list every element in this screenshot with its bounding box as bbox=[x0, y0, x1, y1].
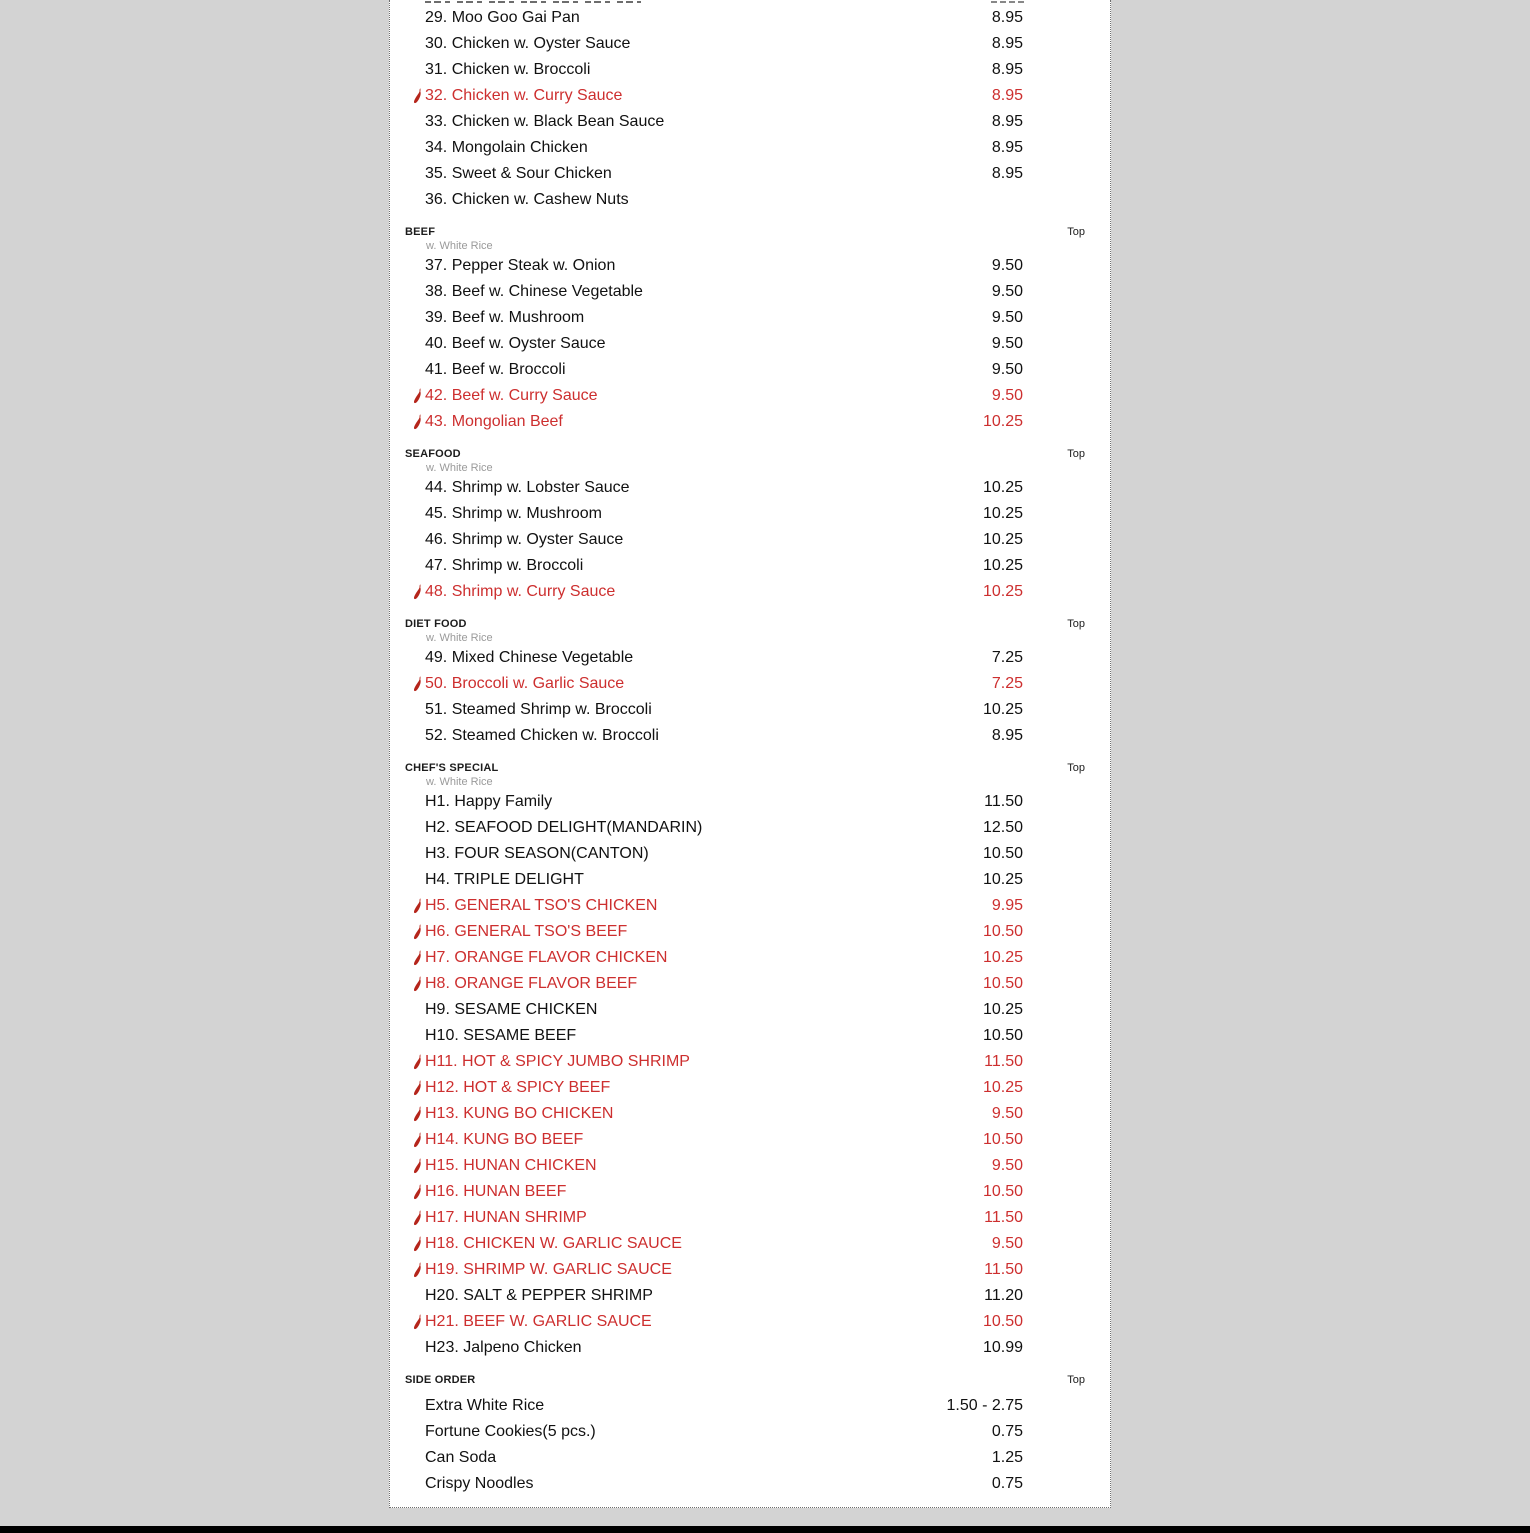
menu-item-row bbox=[390, 5, 1110, 31]
icon-spacer bbox=[390, 501, 425, 527]
menu-item-row bbox=[390, 331, 1110, 357]
chili-pepper-icon bbox=[390, 893, 425, 919]
back-to-top-link[interactable]: Top bbox=[1067, 1374, 1085, 1386]
menu-item-row bbox=[390, 815, 1110, 841]
back-to-top-link[interactable]: Top bbox=[1067, 762, 1085, 774]
menu-item-row bbox=[390, 1075, 1110, 1101]
menu-item-price: 10.25 bbox=[982, 479, 1023, 496]
menu-item-name: H4. TRIPLE DELIGHT bbox=[425, 871, 584, 888]
menu-item-row bbox=[390, 1335, 1110, 1361]
menu-section bbox=[390, 225, 1110, 435]
menu-item-row bbox=[390, 31, 1110, 57]
menu-item-price: 9.50 bbox=[991, 1235, 1023, 1252]
menu-item-price: 10.50 bbox=[982, 1183, 1023, 1200]
menu-item-row bbox=[390, 945, 1110, 971]
chili-pepper-icon bbox=[413, 976, 422, 993]
icon-spacer bbox=[390, 841, 425, 867]
section-header bbox=[390, 225, 1110, 239]
icon-spacer bbox=[390, 645, 425, 671]
chili-pepper-icon bbox=[390, 1153, 425, 1179]
menu-item-name: H6. GENERAL TSO'S BEEF bbox=[425, 923, 628, 940]
menu-panel bbox=[389, 0, 1111, 1508]
menu-section bbox=[390, 617, 1110, 749]
menu-item-price: 11.50 bbox=[984, 1261, 1023, 1278]
menu-item-name: H3. FOUR SEASON(CANTON) bbox=[425, 845, 649, 862]
menu-item-price: 7.25 bbox=[991, 675, 1023, 692]
icon-spacer bbox=[390, 331, 425, 357]
menu-item-price: 10.25 bbox=[982, 557, 1023, 574]
menu-item-row bbox=[390, 579, 1110, 605]
menu-item-list bbox=[390, 789, 1110, 1361]
icon-spacer bbox=[390, 697, 425, 723]
icon-spacer bbox=[390, 109, 425, 135]
chili-pepper-icon bbox=[390, 671, 425, 697]
menu-item-price: 10.25 bbox=[982, 531, 1023, 548]
menu-item-price: 10.50 bbox=[982, 1131, 1023, 1148]
menu-item-row bbox=[390, 305, 1110, 331]
section-title: DIET FOOD bbox=[405, 618, 467, 630]
section-title: BEEF bbox=[405, 226, 436, 238]
menu-section bbox=[390, 1373, 1110, 1497]
chili-pepper-icon bbox=[390, 919, 425, 945]
back-to-top-link[interactable]: Top bbox=[1067, 448, 1085, 460]
icon-spacer bbox=[390, 253, 425, 279]
menu-item-price: 1.50 - 2.75 bbox=[946, 1397, 1023, 1414]
menu-item-name: 30. Chicken w. Oyster Sauce bbox=[425, 35, 631, 52]
menu-item-price: 12.50 bbox=[982, 819, 1023, 836]
menu-item-price: 11.50 bbox=[984, 1209, 1023, 1226]
menu-item-name: H13. KUNG BO CHICKEN bbox=[425, 1105, 614, 1122]
section-header bbox=[390, 761, 1110, 775]
menu-item-name: H11. HOT & SPICY JUMBO SHRIMP bbox=[425, 1053, 690, 1070]
chili-pepper-icon bbox=[413, 676, 422, 693]
menu-section bbox=[390, 447, 1110, 605]
menu-item-row bbox=[390, 1205, 1110, 1231]
menu-item-row bbox=[390, 501, 1110, 527]
menu-item-row bbox=[390, 553, 1110, 579]
menu-item-price: 8.95 bbox=[991, 727, 1023, 744]
menu-item-row bbox=[390, 919, 1110, 945]
chili-pepper-icon bbox=[413, 584, 422, 601]
menu-item-price: 8.95 bbox=[991, 35, 1023, 52]
section-subtitle: w. White Rice bbox=[426, 462, 493, 474]
chili-pepper-icon bbox=[390, 1179, 425, 1205]
chili-pepper-icon bbox=[413, 1080, 422, 1097]
menu-item-row bbox=[390, 1393, 1110, 1419]
menu-item-name: H7. ORANGE FLAVOR CHICKEN bbox=[425, 949, 668, 966]
icon-spacer bbox=[390, 475, 425, 501]
menu-item-name: H20. SALT & PEPPER SHRIMP bbox=[425, 1287, 653, 1304]
chili-pepper-icon bbox=[390, 971, 425, 997]
menu-item-price: 8.95 bbox=[991, 61, 1023, 78]
chili-pepper-icon bbox=[390, 1075, 425, 1101]
back-to-top-link[interactable]: Top bbox=[1067, 226, 1085, 238]
menu-item-name: 48. Shrimp w. Curry Sauce bbox=[425, 583, 616, 600]
menu-item-row bbox=[390, 1023, 1110, 1049]
menu-item-price: 11.20 bbox=[984, 1287, 1023, 1304]
menu-item-row bbox=[390, 109, 1110, 135]
chili-pepper-icon bbox=[413, 1132, 422, 1149]
menu-item-name: H21. BEEF W. GARLIC SAUCE bbox=[425, 1313, 652, 1330]
chili-pepper-icon bbox=[390, 83, 425, 109]
icon-spacer bbox=[390, 815, 425, 841]
chili-pepper-icon bbox=[390, 1049, 425, 1075]
menu-item-row bbox=[390, 161, 1110, 187]
menu-item-name: 49. Mixed Chinese Vegetable bbox=[425, 649, 634, 666]
menu-item-price: 9.50 bbox=[991, 335, 1023, 352]
menu-item-row bbox=[390, 83, 1110, 109]
menu-item-name: H5. GENERAL TSO'S CHICKEN bbox=[425, 897, 658, 914]
menu-item-name: H8. ORANGE FLAVOR BEEF bbox=[425, 975, 638, 992]
section-title: CHEF'S SPECIAL bbox=[405, 762, 499, 774]
menu-item-price: 10.25 bbox=[982, 1079, 1023, 1096]
icon-spacer bbox=[390, 161, 425, 187]
menu-item-list bbox=[390, 475, 1110, 605]
chili-pepper-icon bbox=[390, 1101, 425, 1127]
menu-item-price: 11.50 bbox=[984, 793, 1023, 810]
section-subtitle: w. White Rice bbox=[426, 632, 493, 644]
icon-spacer bbox=[390, 31, 425, 57]
menu-item-price: 8.95 bbox=[991, 87, 1023, 104]
icon-spacer bbox=[390, 723, 425, 749]
menu-item-name: 38. Beef w. Chinese Vegetable bbox=[425, 283, 643, 300]
chili-pepper-icon bbox=[413, 414, 422, 431]
section-subtitle: w. White Rice bbox=[426, 240, 493, 252]
menu-item-row bbox=[390, 357, 1110, 383]
chili-pepper-icon bbox=[413, 88, 422, 105]
chili-pepper-icon bbox=[413, 1314, 422, 1331]
menu-item-row bbox=[390, 135, 1110, 161]
chili-pepper-icon bbox=[413, 388, 422, 405]
menu-item-price: 8.95 bbox=[991, 9, 1023, 26]
icon-spacer bbox=[390, 305, 425, 331]
chili-pepper-icon bbox=[390, 1309, 425, 1335]
menu-item-row bbox=[390, 1101, 1110, 1127]
menu-item-list bbox=[390, 1393, 1110, 1497]
menu-item-name: H1. Happy Family bbox=[425, 793, 553, 810]
menu-item-row bbox=[390, 697, 1110, 723]
menu-item-price: 0.75 bbox=[991, 1475, 1023, 1492]
chili-pepper-icon bbox=[390, 1127, 425, 1153]
chili-pepper-icon bbox=[390, 579, 425, 605]
menu-item-row bbox=[390, 1257, 1110, 1283]
menu-item-price: 10.50 bbox=[982, 845, 1023, 862]
menu-item-price: 11.50 bbox=[984, 1053, 1023, 1070]
menu-item-row bbox=[390, 893, 1110, 919]
menu-item-row bbox=[390, 187, 1110, 213]
menu-item-row bbox=[390, 671, 1110, 697]
menu-item-row bbox=[390, 997, 1110, 1023]
menu-item-name: 50. Broccoli w. Garlic Sauce bbox=[425, 675, 625, 692]
menu-item-row bbox=[390, 1283, 1110, 1309]
menu-item-name: 46. Shrimp w. Oyster Sauce bbox=[425, 531, 624, 548]
menu-item-price: 9.50 bbox=[991, 1105, 1023, 1122]
back-to-top-link[interactable]: Top bbox=[1067, 618, 1085, 630]
menu-item-name: 32. Chicken w. Curry Sauce bbox=[425, 87, 623, 104]
menu-item-price: 10.25 bbox=[982, 1001, 1023, 1018]
menu-item-row bbox=[390, 789, 1110, 815]
chili-pepper-icon bbox=[390, 1257, 425, 1283]
chili-pepper-icon bbox=[390, 383, 425, 409]
chili-pepper-icon bbox=[413, 950, 422, 967]
menu-item-name: 36. Chicken w. Cashew Nuts bbox=[425, 191, 629, 208]
menu-item-price: 9.50 bbox=[991, 257, 1023, 274]
menu-item-row bbox=[390, 279, 1110, 305]
menu-section bbox=[390, 5, 1110, 213]
menu-item-list bbox=[390, 253, 1110, 435]
icon-spacer bbox=[390, 1419, 425, 1445]
icon-spacer bbox=[390, 5, 425, 31]
icon-spacer bbox=[390, 1445, 425, 1471]
chili-pepper-icon bbox=[390, 945, 425, 971]
menu-item-row bbox=[390, 383, 1110, 409]
menu-item-price: 9.95 bbox=[991, 897, 1023, 914]
chili-pepper-icon bbox=[413, 1106, 422, 1123]
menu-item-price: 9.50 bbox=[991, 283, 1023, 300]
menu-sections bbox=[390, 5, 1110, 1497]
icon-spacer bbox=[390, 789, 425, 815]
chili-pepper-icon bbox=[413, 1158, 422, 1175]
menu-item-name: 44. Shrimp w. Lobster Sauce bbox=[425, 479, 630, 496]
menu-item-name: 47. Shrimp w. Broccoli bbox=[425, 557, 584, 574]
chili-pepper-icon bbox=[390, 1205, 425, 1231]
menu-item-price: 10.50 bbox=[982, 923, 1023, 940]
icon-spacer bbox=[390, 279, 425, 305]
menu-item-price: 9.50 bbox=[991, 309, 1023, 326]
icon-spacer bbox=[390, 527, 425, 553]
menu-item-row bbox=[390, 57, 1110, 83]
menu-item-price: 10.50 bbox=[982, 1313, 1023, 1330]
menu-item-row bbox=[390, 645, 1110, 671]
menu-item-row bbox=[390, 253, 1110, 279]
section-header bbox=[390, 1373, 1110, 1387]
icon-spacer bbox=[390, 357, 425, 383]
menu-item-row bbox=[390, 1153, 1110, 1179]
menu-item-row bbox=[390, 1419, 1110, 1445]
icon-spacer bbox=[390, 1335, 425, 1361]
menu-item-name: 41. Beef w. Broccoli bbox=[425, 361, 566, 378]
icon-spacer bbox=[390, 553, 425, 579]
section-title: SIDE ORDER bbox=[405, 1374, 476, 1386]
chili-pepper-icon bbox=[413, 1184, 422, 1201]
chili-pepper-icon bbox=[413, 1054, 422, 1071]
chili-pepper-icon bbox=[413, 898, 422, 915]
menu-item-name: 51. Steamed Shrimp w. Broccoli bbox=[425, 701, 652, 718]
menu-item-row bbox=[390, 841, 1110, 867]
menu-item-price: 9.50 bbox=[991, 1157, 1023, 1174]
menu-item-row bbox=[390, 1471, 1110, 1497]
menu-item-row bbox=[390, 723, 1110, 749]
icon-spacer bbox=[390, 1023, 425, 1049]
menu-item-row bbox=[390, 1127, 1110, 1153]
menu-item-price: 10.25 bbox=[982, 701, 1023, 718]
bottom-bar bbox=[0, 1526, 1530, 1533]
menu-item-row bbox=[390, 1309, 1110, 1335]
menu-item-price: 0.75 bbox=[991, 1423, 1023, 1440]
menu-item-list bbox=[390, 5, 1110, 213]
menu-item-price: 8.95 bbox=[991, 165, 1023, 182]
icon-spacer bbox=[390, 135, 425, 161]
menu-item-name: H17. HUNAN SHRIMP bbox=[425, 1209, 587, 1226]
menu-item-name: H18. CHICKEN W. GARLIC SAUCE bbox=[425, 1235, 682, 1252]
menu-section bbox=[390, 761, 1110, 1361]
chili-pepper-icon bbox=[413, 1236, 422, 1253]
menu-item-price: 9.50 bbox=[991, 387, 1023, 404]
menu-item-name: 45. Shrimp w. Mushroom bbox=[425, 505, 602, 522]
chili-pepper-icon bbox=[390, 1231, 425, 1257]
menu-item-name: 35. Sweet & Sour Chicken bbox=[425, 165, 612, 182]
menu-item-name: 33. Chicken w. Black Bean Sauce bbox=[425, 113, 665, 130]
menu-item-row bbox=[390, 1445, 1110, 1471]
menu-item-row bbox=[390, 409, 1110, 435]
menu-item-price: 1.25 bbox=[991, 1449, 1023, 1466]
section-title: SEAFOOD bbox=[405, 448, 461, 460]
menu-item-price: 10.25 bbox=[982, 505, 1023, 522]
menu-item-name: 29. Moo Goo Gai Pan bbox=[425, 9, 580, 26]
menu-item-name: H10. SESAME BEEF bbox=[425, 1027, 577, 1044]
menu-item-name: 40. Beef w. Oyster Sauce bbox=[425, 335, 606, 352]
menu-item-name: 31. Chicken w. Broccoli bbox=[425, 61, 591, 78]
menu-item-row bbox=[390, 475, 1110, 501]
menu-item-name: H12. HOT & SPICY BEEF bbox=[425, 1079, 611, 1096]
menu-item-row bbox=[390, 867, 1110, 893]
icon-spacer bbox=[390, 867, 425, 893]
menu-item-name: 52. Steamed Chicken w. Broccoli bbox=[425, 727, 659, 744]
icon-spacer bbox=[390, 1283, 425, 1309]
section-subtitle: w. White Rice bbox=[426, 776, 493, 788]
chili-pepper-icon bbox=[413, 1262, 422, 1279]
menu-item-name: Extra White Rice bbox=[425, 1397, 545, 1414]
menu-item-name: 37. Pepper Steak w. Onion bbox=[425, 257, 616, 274]
menu-item-name: 34. Mongolain Chicken bbox=[425, 139, 588, 156]
menu-item-price: 10.50 bbox=[982, 975, 1023, 992]
icon-spacer bbox=[390, 187, 425, 213]
menu-item-name: H16. HUNAN BEEF bbox=[425, 1183, 567, 1200]
menu-item-row bbox=[390, 1049, 1110, 1075]
menu-item-row bbox=[390, 971, 1110, 997]
menu-item-name: Crispy Noodles bbox=[425, 1475, 534, 1492]
menu-item-price: 10.25 bbox=[982, 871, 1023, 888]
menu-item-price: 10.25 bbox=[982, 583, 1023, 600]
menu-item-price: 10.25 bbox=[982, 413, 1023, 430]
menu-item-name: Can Soda bbox=[425, 1449, 497, 1466]
icon-spacer bbox=[390, 997, 425, 1023]
menu-item-name: H23. Jalpeno Chicken bbox=[425, 1339, 582, 1356]
section-header bbox=[390, 617, 1110, 631]
menu-item-price: 10.25 bbox=[982, 949, 1023, 966]
menu-item-name: H19. SHRIMP W. GARLIC SAUCE bbox=[425, 1261, 672, 1278]
icon-spacer bbox=[390, 57, 425, 83]
menu-item-price: 9.50 bbox=[991, 361, 1023, 378]
menu-item-price: 7.25 bbox=[991, 649, 1023, 666]
menu-item-row bbox=[390, 527, 1110, 553]
menu-item-name: 39. Beef w. Mushroom bbox=[425, 309, 585, 326]
chili-pepper-icon bbox=[390, 409, 425, 435]
menu-item-price: 10.99 bbox=[982, 1339, 1023, 1356]
chili-pepper-icon bbox=[413, 1210, 422, 1227]
menu-item-row bbox=[390, 1179, 1110, 1205]
menu-item-price: 10.50 bbox=[982, 1027, 1023, 1044]
clipped-row-fragment bbox=[991, 1, 1025, 3]
menu-item-row bbox=[390, 1231, 1110, 1257]
icon-spacer bbox=[390, 1471, 425, 1497]
menu-item-name: H14. KUNG BO BEEF bbox=[425, 1131, 584, 1148]
menu-item-name: H9. SESAME CHICKEN bbox=[425, 1001, 598, 1018]
menu-item-price: 8.95 bbox=[991, 139, 1023, 156]
menu-item-price: 8.95 bbox=[991, 113, 1023, 130]
menu-item-name: H2. SEAFOOD DELIGHT(MANDARIN) bbox=[425, 819, 703, 836]
menu-item-name: Fortune Cookies(5 pcs.) bbox=[425, 1423, 596, 1440]
menu-item-name: H15. HUNAN CHICKEN bbox=[425, 1157, 597, 1174]
section-header bbox=[390, 447, 1110, 461]
chili-pepper-icon bbox=[413, 924, 422, 941]
clipped-row-fragment bbox=[425, 1, 641, 3]
menu-item-name: 42. Beef w. Curry Sauce bbox=[425, 387, 598, 404]
menu-item-name: 43. Mongolian Beef bbox=[425, 413, 563, 430]
icon-spacer bbox=[390, 1393, 425, 1419]
menu-item-list bbox=[390, 645, 1110, 749]
